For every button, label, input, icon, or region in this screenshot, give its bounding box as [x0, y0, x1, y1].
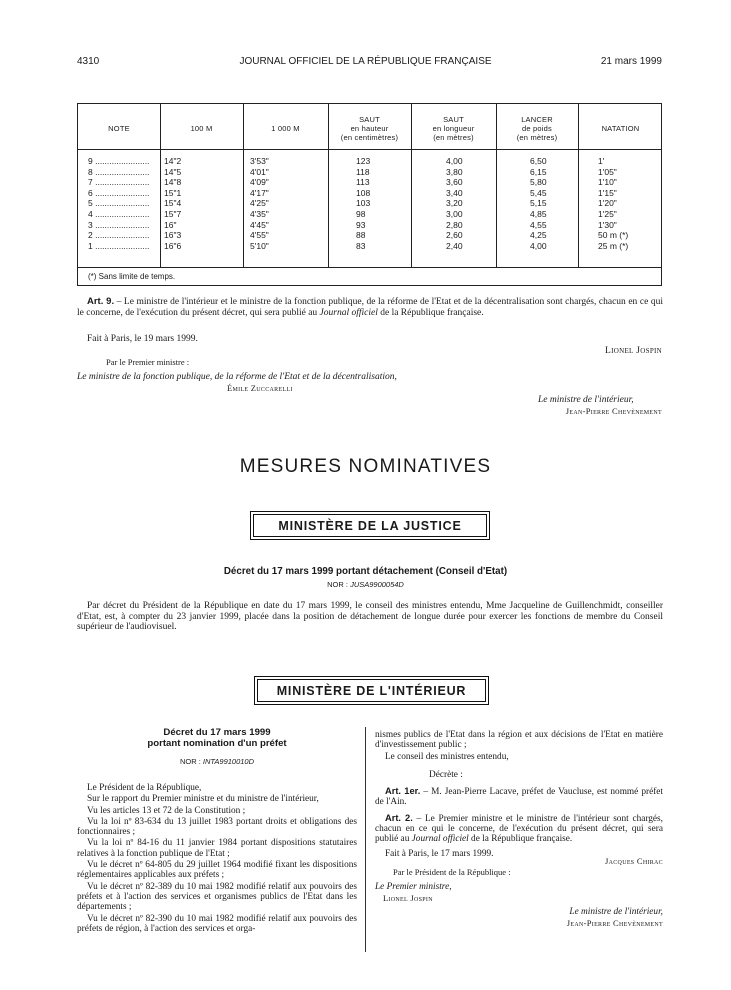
table-header-line: 1 000 M	[271, 123, 300, 133]
art9-paragraph	[77, 297, 663, 318]
table-cell: 6,15	[530, 166, 547, 177]
justice-box	[250, 511, 490, 540]
table-header-line: en longueur	[432, 123, 475, 133]
table-note-cell: 2 .....	[88, 230, 150, 241]
table-header-line: en hauteur	[350, 123, 389, 133]
table-note-cell: 7 .....	[88, 177, 150, 188]
journal-title: JOURNAL OFFICIEL DE LA RÉPUBLIQUE FRANÇAISE	[239, 56, 492, 67]
table-cell: 4'17"	[250, 187, 269, 198]
interieur-premier-ministre-name: Lionel Jospin	[383, 892, 433, 903]
interieur-art2-journal: Journal officiel	[411, 834, 469, 845]
art9-ministre-fonction-name: Émile Zuccarelli	[227, 383, 293, 393]
table-cell: 2,80	[446, 219, 463, 230]
page-number: 4310	[77, 56, 100, 67]
table-cell: 98	[356, 209, 366, 219]
table-cell: 3,00	[446, 209, 463, 219]
table-note-cell: 4 .....	[88, 209, 150, 220]
art9-journal: Journal officiel	[319, 307, 378, 318]
table-cell: 15"1	[164, 187, 182, 198]
table-cell: 118	[356, 166, 370, 177]
table-header-cell	[578, 112, 663, 144]
table-cell: 1'30"	[598, 219, 617, 230]
table-header-cell	[496, 112, 578, 144]
table-cell: 4'01"	[250, 166, 269, 177]
table-cell: 6,50	[530, 156, 547, 166]
justice-box-title: MINISTÈRE DE LA JUSTICE	[278, 518, 462, 533]
table-cell: 3'53"	[250, 156, 269, 166]
interieur-art1	[375, 786, 663, 808]
table-cell: 4,00	[446, 156, 463, 166]
interieur-visa-paragraph: Sur le rapport du Premier ministre et du ministre de l'intérieur,	[87, 794, 319, 805]
table-note-cell: 8 .....	[88, 167, 150, 178]
table-note-cell: 5 .....	[88, 198, 150, 209]
interieur-decree-title-line2: portant nomination d'un préfet	[147, 738, 287, 749]
table-cell: 2,60	[446, 230, 463, 241]
table-cell: 4'55"	[250, 230, 269, 241]
table-cell: 1'20"	[598, 198, 617, 209]
art9-pm-signature: Lionel Jospin	[605, 346, 662, 356]
interieur-president-name: Jacques Chirac	[605, 855, 663, 866]
table-header-cell	[411, 112, 496, 144]
interieur-visa-paragraph: Vu la loi nº 84-16 du 11 janvier 1984 portant dispositions statutaires relatives à la fonction publique de l'Etat ;	[77, 838, 357, 859]
table-footnote: (*) Sans limite de temps.	[88, 272, 176, 281]
table-cell: 4'35"	[250, 209, 269, 219]
table-header-cell	[160, 112, 243, 144]
table-cell: 93	[356, 219, 366, 230]
table-header-line: 100 M	[190, 123, 213, 133]
table-cell: 3,80	[446, 166, 463, 177]
table-header-cell	[328, 112, 411, 144]
table-note-cell: 9 .....	[88, 156, 150, 167]
justice-decree-title: Décret du 17 mars 1999 portant détachement (Conseil d'Etat)	[223, 566, 508, 577]
table-cell: 16"3	[164, 230, 182, 241]
interieur-visa-paragraph: Vu le décret nº 82-390 du 10 mai 1982 modifié relatif aux pouvoirs des préfets de région, à l'action des services et orga-	[77, 913, 357, 934]
table-cell: 123	[356, 156, 371, 166]
interieur-visa-paragraph: Vu la loi nº 83-634 du 13 juillet 1983 portant droits et obligations des fonctionnaires ;	[77, 816, 357, 838]
justice-nor-value: JUSA9900054D	[350, 580, 404, 589]
interieur-art1-label: Art. 1er.	[385, 786, 421, 797]
interieur-right-conseil: Le conseil des ministres entendu,	[385, 751, 509, 762]
interieur-art2	[375, 813, 663, 845]
art9-text-after: de la République française.	[377, 307, 484, 318]
table-header-line: NOTE	[108, 123, 130, 133]
interieur-art2-before: – Le Premier ministre et le ministre de l'intérieur sont chargés, chacun en ce qui le concerne, de l'exécution du présent décret, qui sera publié au	[375, 813, 663, 845]
interieur-decree-title	[77, 727, 357, 749]
table-cell: 1'25"	[598, 209, 617, 219]
interieur-ministre-interieur: Le ministre de l'intérieur,	[569, 907, 663, 918]
table-cell: 83	[356, 240, 366, 251]
table-cell: 2,40	[446, 240, 463, 251]
table-cell: 16"	[164, 219, 177, 230]
table-note-cell: 3 .....	[88, 220, 150, 231]
table-cell: 14"5	[164, 166, 182, 177]
table-cell: 16"6	[164, 240, 182, 251]
art9-label: Art. 9.	[87, 296, 115, 307]
table-cell: 15"4	[164, 198, 182, 209]
interieur-nor	[77, 757, 357, 766]
table-cell: 4,00	[530, 240, 547, 251]
interieur-left-column	[77, 783, 357, 935]
table-header-cell	[243, 112, 328, 144]
justice-nor	[0, 580, 731, 589]
table-cell: 15"7	[164, 209, 182, 219]
justice-body: Par décret du Président de la République en date du 17 mars 1999, le conseil des ministres entendu, Mme Jacqueline de Guillenchmidt, conseiller d'Etat, est, à compter du 23 janvier 1999, placée dans la position de détachement de longue durée pour exercer les fonctions de membre du Conseil supérieur de l'audiovisuel.	[77, 601, 663, 632]
art9-fait: Fait à Paris, le 19 mars 1999.	[87, 334, 198, 344]
table-header-line: LANCER	[521, 114, 553, 124]
table-cell: 5,15	[530, 198, 547, 209]
interieur-decrete: Décrète :	[429, 769, 463, 780]
interieur-visa-paragraph: Vu le décret nº 82-389 du 10 mai 1982 modifié relatif aux pouvoirs des préfets et à l'action des services et organismes publics de l'Etat dans les départements ;	[77, 881, 357, 913]
table-cell: 14"2	[164, 156, 182, 166]
art9-ministre-fonction: Le ministre de la fonction publique, de la réforme de l'Etat et de la décentralisation,	[77, 372, 397, 382]
table-cell: 3,20	[446, 198, 463, 209]
table-header-line: (en mètres)	[433, 132, 474, 142]
art9-ministre-interieur-name: Jean-Pierre Chevènement	[565, 406, 662, 416]
table-cell: 4,85	[530, 209, 547, 219]
interieur-fait: Fait à Paris, le 17 mars 1999.	[385, 848, 494, 859]
interieur-visa-paragraph: Vu les articles 13 et 72 de la Constitution ;	[87, 805, 246, 816]
interieur-decree-title-line1: Décret du 17 mars 1999	[163, 727, 271, 738]
table-cell: 14"8	[164, 177, 182, 188]
table-cell: 4'25"	[250, 198, 269, 209]
art9-par-pm: Par le Premier ministre :	[106, 357, 190, 367]
justice-nor-label: NOR :	[327, 580, 351, 589]
table-cell: 25 m (*)	[598, 240, 629, 251]
interieur-art2-after: de la République française.	[468, 834, 573, 845]
table-header-line: SAUT	[359, 114, 380, 124]
section-title: MESURES NOMINATIVES	[239, 456, 492, 477]
table-header-line: (en mètres)	[516, 132, 558, 142]
table-cell: 4'09"	[250, 177, 269, 188]
table-cell: 88	[356, 230, 366, 241]
table-footer-rule	[78, 267, 661, 268]
table-note-cell: 1 .....	[88, 241, 150, 252]
art9-text-before: – Le ministre de l'intérieur et le ministre de la fonction publique, de la réforme de l'Etat et de la décentralisation sont chargés, chacun en ce qui le concerne, de l'exécution du présent décret, qui sera publié au	[77, 297, 663, 318]
table-header-line: (en centimètres)	[340, 132, 399, 142]
table-cell: 5'10"	[250, 240, 269, 251]
art9-ministre-interieur: Le ministre de l'intérieur,	[538, 395, 634, 405]
table-cell: 1'	[598, 156, 605, 166]
table-cell: 3,60	[446, 177, 463, 188]
interieur-art1-text: – M. Jean-Pierre Lacave, préfet de Vaucluse, est nommé préfet de l'Ain.	[375, 787, 663, 808]
table-header-rule	[78, 149, 661, 150]
table-cell: 4,25	[530, 230, 547, 241]
interieur-nor-label: NOR :	[179, 757, 203, 766]
interieur-visa-paragraph: Vu le décret nº 64-805 du 29 juillet 1964 modifié fixant les dispositions réglementaires applicables aux préfets ;	[77, 860, 357, 881]
table-cell: 113	[356, 177, 370, 188]
table-header-line: SAUT	[443, 114, 464, 124]
table-cell: 103	[356, 198, 371, 209]
table-header-line: de poids	[522, 123, 552, 133]
table-cell: 108	[356, 187, 371, 198]
table-cell: 50 m (*)	[598, 230, 629, 241]
interieur-right-cont: nismes publics de l'Etat dans la région et aux décisions de l'Etat en matière d'investissement public ;	[375, 730, 663, 751]
table-cell: 1'15"	[598, 187, 617, 198]
table-header-line: NATATION	[601, 123, 640, 133]
issue-date: 21 mars 1999	[600, 56, 662, 67]
table-cell: 1'05"	[598, 166, 617, 177]
grading-table	[77, 103, 662, 286]
table-cell: 3,40	[446, 187, 463, 198]
interieur-art2-label: Art. 2.	[385, 812, 413, 823]
table-header-cell	[78, 112, 160, 144]
table-cell: 4'45"	[250, 219, 269, 230]
table-note-cell: 6 .....	[88, 188, 150, 199]
table-cell: 4,55	[530, 219, 547, 230]
interieur-visa-paragraph: Le Président de la République,	[87, 783, 202, 793]
table-cell: 5,80	[530, 177, 547, 188]
interieur-par-president: Par le Président de la République :	[393, 867, 511, 878]
interieur-ministre-interieur-name: Jean-Pierre Chevènement	[566, 918, 663, 929]
interieur-box-title: MINISTÈRE DE L'INTÉRIEUR	[276, 683, 467, 698]
table-cell: 5,45	[530, 187, 547, 198]
table-cell: 1'10"	[598, 177, 617, 188]
column-divider	[365, 727, 366, 952]
interieur-right-column	[375, 730, 663, 930]
interieur-box	[254, 676, 489, 705]
interieur-nor-value: INTA9910010D	[202, 757, 255, 766]
interieur-premier-ministre: Le Premier ministre,	[375, 881, 452, 892]
